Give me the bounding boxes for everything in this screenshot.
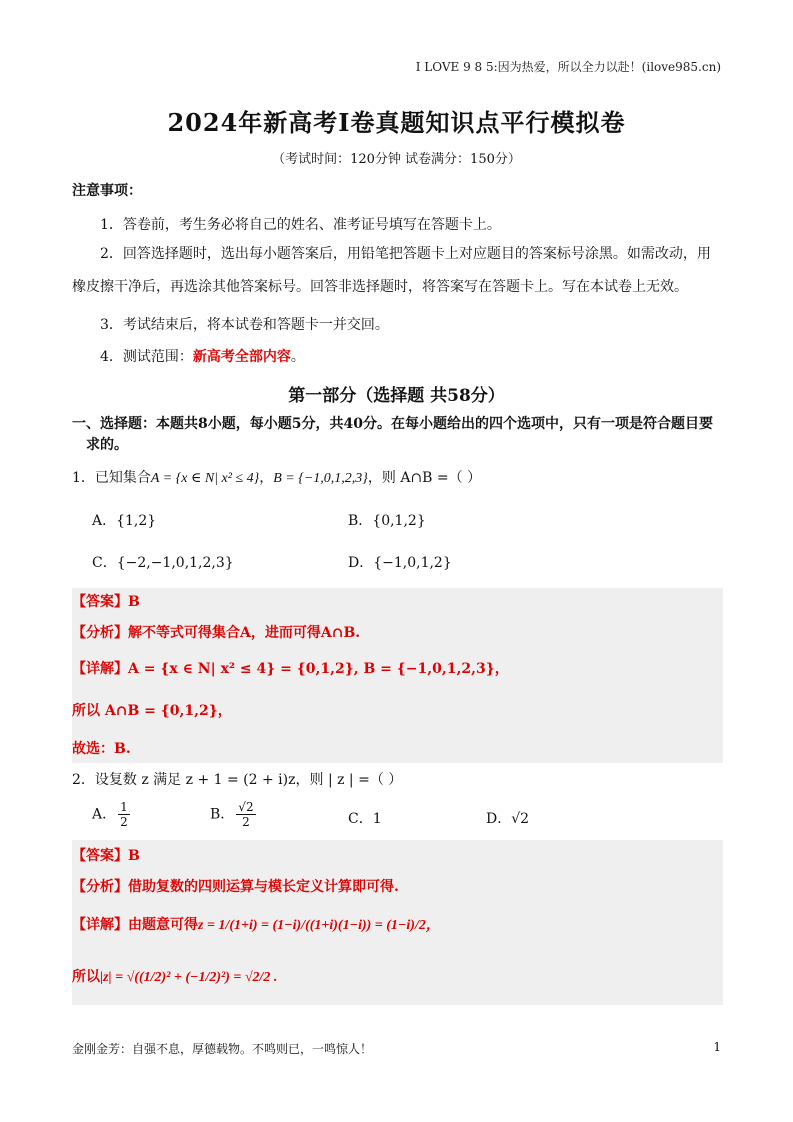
note-item-4-suffix: 。 [290, 349, 305, 365]
q2-option-b-fraction [236, 800, 255, 829]
q2-option-a [92, 800, 132, 829]
q1-option-c: C．{−2,−1,0,1,2,3} [92, 555, 234, 571]
part1-instructions-line2: 求的。 [86, 437, 128, 453]
q2-conclusion [72, 966, 277, 986]
q2-detail [72, 914, 440, 934]
exam-info: （考试时间：120分钟 试卷满分：150分） [272, 152, 521, 167]
part1-instructions-line1: 一、选择题：本题共8小题，每小题5分，共40分。在每小题给出的四个选项中，只有一项是符合题目要 [72, 416, 713, 432]
question-2-stem: 2．设复数 z 满足 z + 1 = (2 + i)z，则 | z | =（ ） [72, 772, 403, 788]
q2-option-d: D．√2 [486, 811, 530, 827]
q1-set-a: A = {x ∈ N| x² ≤ 4} [150, 471, 260, 486]
note-item-1: 1．答卷前，考生务必将自己的姓名、准考证号填写在答题卡上。 [100, 217, 501, 233]
footer-motto: 金刚金芳：自强不息，厚德载物。不鸣则已，一鸣惊人！ [72, 1042, 373, 1056]
q2-option-c: C．1 [348, 811, 382, 827]
question-1-stem [72, 467, 481, 487]
header-tagline: I LOVE 9 8 5:因为热爱，所以全力以赴！(ilove985.cn) [415, 60, 721, 74]
note-item-2: 2．回答选择题时，选出每小题答案后，用铅笔把答题卡上对应题目的答案标号涂黑。如需改动，用橡皮擦干净后，再选涂其他答案标号。回答非选择题时，将答案写在答题卡上。写在本试卷上无效。 [72, 246, 711, 295]
note-item-4 [100, 346, 305, 366]
page-number: 1 [713, 1040, 721, 1054]
test-scope-highlight: 新高考全部内容 [192, 349, 291, 365]
q1-conclusion: 所以 A∩B = {0,1,2}， [72, 703, 232, 719]
q1-answer: 【答案】B [72, 594, 140, 610]
note-item-3: 3．考试结束后，将本试卷和答题卡一并交回。 [100, 317, 389, 333]
q1-option-d: D．{−1,0,1,2} [348, 555, 452, 571]
q2-option-b-den: 2 [242, 815, 250, 829]
q2-option-b-label: B． [210, 806, 235, 823]
q2-option-a-den: 2 [120, 815, 128, 829]
notes-heading: 注意事项： [72, 183, 142, 199]
part1-instructions [72, 414, 727, 456]
q2-option-a-label: A． [92, 806, 117, 823]
note-item-4-prefix: 4．测试范围： [100, 349, 193, 365]
q2-option-b-num: √2 [238, 800, 254, 814]
q1-detail: 【详解】A = {x ∈ N| x² ≤ 4} = {0,1,2}, B = {−1,0,1,2,3}， [72, 661, 509, 677]
part1-title: 第一部分（选择题 共58分） [288, 386, 505, 406]
q2-detail-formula: z = 1/(1+i) = (1−i)/((1+i)(1−i)) = (1−i)/2， [198, 918, 440, 933]
q1-option-b: B．{0,1,2} [348, 513, 426, 529]
q1-prefix: 1．已知集合 [72, 470, 151, 486]
q1-sep: ， [259, 470, 274, 486]
q2-option-b [210, 800, 258, 829]
q2-conclusion-prefix: 所以 [72, 969, 100, 985]
q2-answer: 【答案】B [72, 848, 140, 864]
q1-choice: 故选：B. [72, 741, 131, 757]
page-title: 2024年新高考I卷真题知识点平行模拟卷 [167, 108, 626, 137]
q1-set-b: B = {−1,0,1,2,3} [273, 471, 368, 486]
q2-analysis: 【分析】借助复数的四则运算与模长定义计算即可得. [72, 879, 399, 895]
q1-suffix: ，则 A∩B =（ ） [367, 470, 482, 486]
q2-detail-prefix: 【详解】由题意可得 [72, 917, 198, 933]
q1-option-a: A．{1,2} [92, 513, 157, 529]
q2-conclusion-formula: |z| = √((1/2)² + (−1/2)²) = √2/2 . [100, 970, 278, 985]
q2-option-a-fraction [118, 800, 130, 829]
q2-option-a-num: 1 [120, 800, 128, 814]
q1-analysis: 【分析】解不等式可得集合A，进而可得A∩B. [72, 625, 361, 641]
